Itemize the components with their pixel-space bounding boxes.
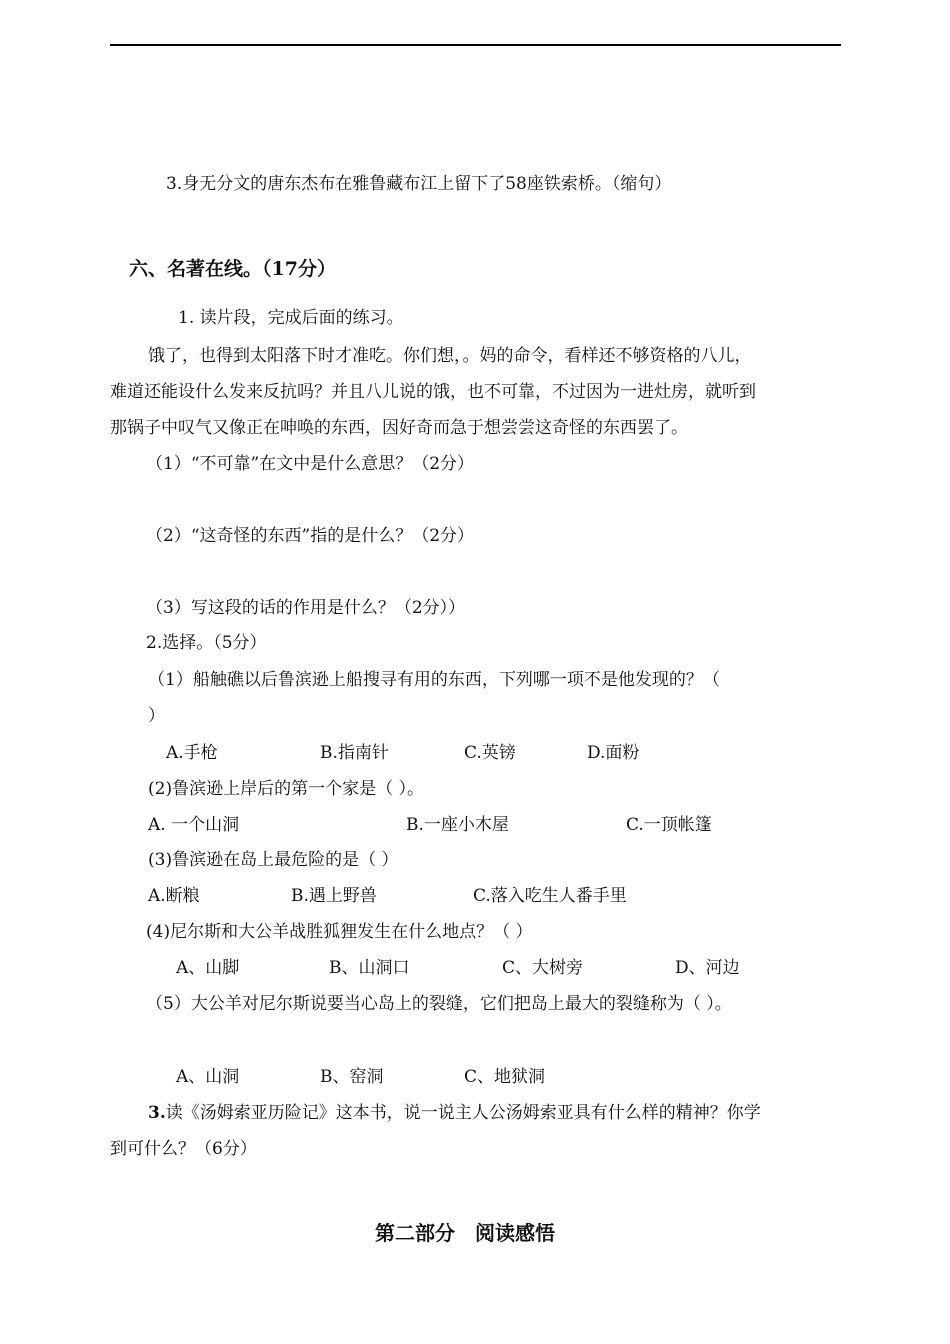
q2-p3-option-c: C.落入吃生人番手里 <box>473 886 627 906</box>
q2-p2-question: (2)鲁滨逊上岸后的第一个家是（ ）。 <box>148 779 424 799</box>
q2-p2-option-b: B.一座小木屋 <box>406 815 509 835</box>
q1-intro: 1. 读片段，完成后面的练习。 <box>178 308 404 328</box>
q1-sub1: （1）“不可靠”在文中是什么意思？（2分） <box>146 454 475 474</box>
passage-line-3: 那锅子中叹气又像正在呻唤的东西，因好奇而急于想尝尝这奇怪的东西罢了。 <box>110 418 688 438</box>
q2-p3-question: (3)鲁滨逊在岛上最危险的是（ ） <box>148 850 399 870</box>
q2-p1-question: （1）船触礁以后鲁滨逊上船搜寻有用的东西，下列哪一项不是他发现的？（ <box>148 670 720 690</box>
q3-number: 3. <box>148 1103 166 1123</box>
q2-p3-option-b: B.遇上野兽 <box>291 886 377 906</box>
passage-line-2: 难道还能设什么发来反抗吗？并且八儿说的饿，也不可靠，不过因为一进灶房，就听到 <box>110 382 756 402</box>
q2-p2-option-a: A. 一个山洞 <box>148 815 240 835</box>
q1-sub2: （2）“这奇怪的东西”指的是什么？（2分） <box>146 526 475 546</box>
q2-p4-option-c: C、大树旁 <box>502 958 584 978</box>
q3-line-2: 到可什么？（6分） <box>110 1139 257 1159</box>
item3-shorten-sentence: 3.身无分文的唐东杰布在雅鲁藏布江上留下了58座铁索桥。（缩句） <box>166 174 672 194</box>
q2-p3-option-a: A.断粮 <box>148 886 200 906</box>
q3-line-1 <box>148 1102 761 1124</box>
passage-line-1: 饿了，也得到太阳落下时才准吃。你们想，。妈的命令，看样还不够资格的八儿， <box>148 346 752 366</box>
q2-p2-option-c: C.一顶帐篷 <box>626 815 712 835</box>
q2-title: 2.选择。（5分） <box>146 633 267 653</box>
q2-p5-question: （5）大公羊对尼尔斯说要当心岛上的裂缝，它们把岛上最大的裂缝称为（ ）。 <box>146 994 732 1014</box>
q2-p4-question: (4)尼尔斯和大公羊战胜狐狸发生在什么地点？（ ） <box>146 922 533 942</box>
q2-p5-option-c: C、地狱洞 <box>464 1067 546 1087</box>
q2-p4-option-d: D、河边 <box>675 958 740 978</box>
part2-title: 第二部分 阅读感悟 <box>375 1221 555 1245</box>
header-rule <box>110 44 841 46</box>
q2-p4-option-a: A、山脚 <box>176 958 240 978</box>
q2-p5-option-b: B、窑洞 <box>320 1067 384 1087</box>
q2-p1-option-c: C.英镑 <box>464 743 516 763</box>
q1-sub3: （3）写这段的话的作用是什么？（2分）） <box>146 598 466 618</box>
q3-text: 读《汤姆索亚历险记》这本书，说一说主人公汤姆索亚具有什么样的精神？你学 <box>165 1103 761 1123</box>
section6-title: 六、名著在线。（17分） <box>129 258 336 280</box>
q2-p4-option-b: B、山洞口 <box>329 958 410 978</box>
q2-p1-option-d: D.面粉 <box>587 743 640 763</box>
q2-p1-option-a: A.手枪 <box>166 743 218 763</box>
q2-p5-option-a: A、山洞 <box>176 1067 240 1087</box>
q2-p1-option-b: B.指南针 <box>320 743 389 763</box>
q2-p1-question-close: ） <box>148 706 165 726</box>
